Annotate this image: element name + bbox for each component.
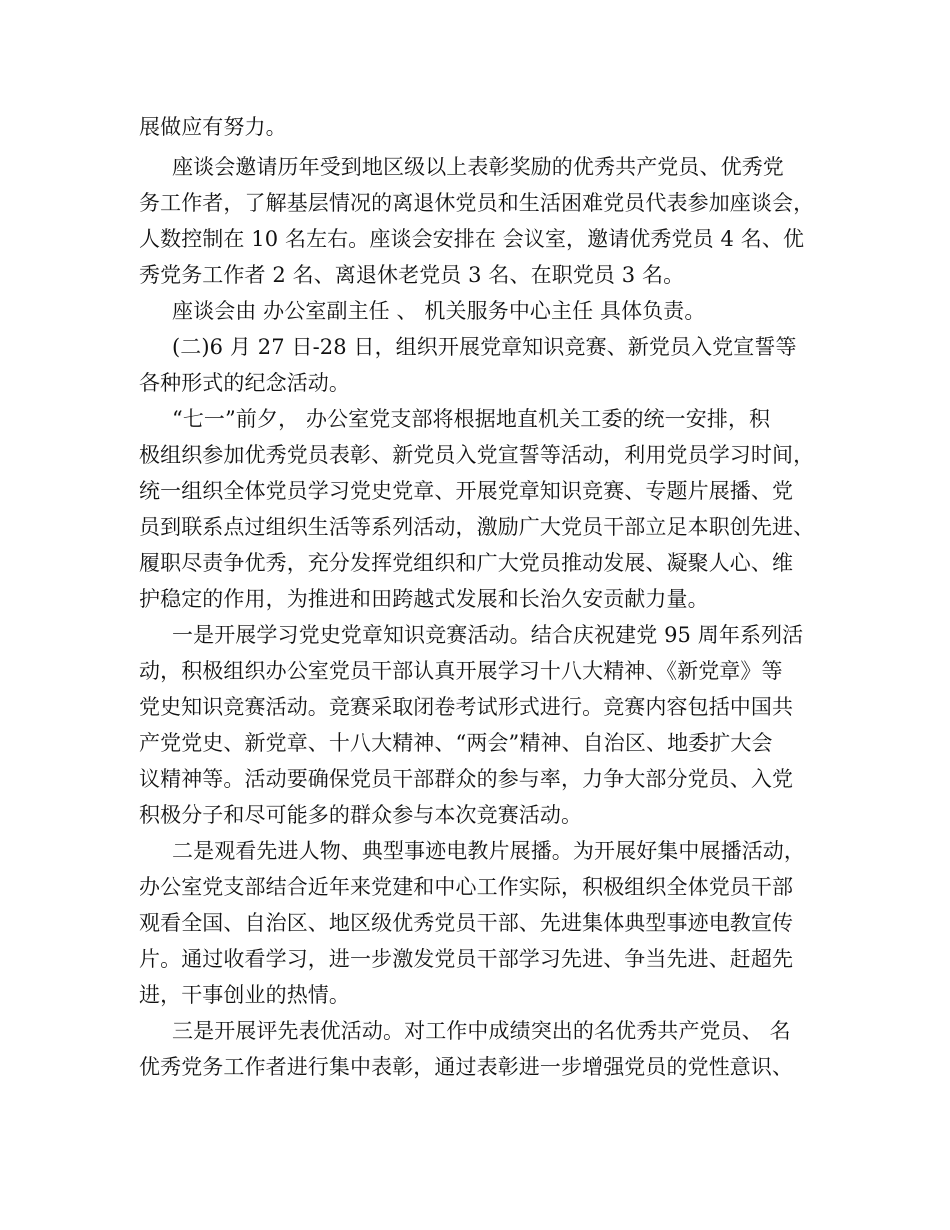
text-line: 办公室党支部结合近年来党建和中心工作实际，积极组织全体党员干部: [139, 875, 794, 899]
text-line: 议精神等。活动要确保党员干部群众的参与率，力争大部分党员、入党: [139, 767, 794, 791]
text-line: 动，积极组织办公室党员干部认真开展学习十八大精神、《新党章》等: [139, 659, 783, 683]
text-line: 优秀党务工作者进行集中表彰，通过表彰进一步增强党员的党性意识、: [139, 1055, 794, 1079]
text-line: 履职尽责争优秀，充分发挥党组织和广大党员推动发展、凝聚人心、维: [139, 551, 794, 575]
text-line: 护稳定的作用，为推进和田跨越式发展和长治久安贡献力量。: [139, 587, 709, 611]
text-line: 统一组织全体党员学习党史党章、开展党章知识竞赛、专题片展播、党: [139, 479, 794, 503]
text-line: 人数控制在 10 名左右。座谈会安排在 会议室，邀请优秀党员 4 名、优: [139, 227, 805, 251]
text-line: 座谈会由 办公室副主任 、 机关服务中心主任 具体负责。: [172, 299, 706, 323]
text-line: 产党党史、新党章、十八大精神、“两会”精神、自治区、地委扩大会: [139, 731, 773, 755]
text-line: 积极分子和尽可能多的群众参与本次竞赛活动。: [139, 803, 583, 827]
text-line: 务工作者，了解基层情况的离退休党员和生活困难党员代表参加座谈会，: [139, 191, 815, 215]
text-line: 党史知识竞赛活动。竞赛采取闭卷考试形式进行。竞赛内容包括中国共: [139, 695, 794, 719]
text-line: (二)6 月 27 日-28 日，组织开展党章知识竞赛、新党员入党宣誓等: [172, 335, 797, 359]
text-line: “七一”前夕， 办公室党支部将根据地直机关工委的统一安排，积: [172, 407, 771, 431]
text-line: 进，干事创业的热情。: [139, 983, 350, 1007]
text-line: 观看全国、自治区、地区级优秀党员干部、先进集体典型事迹电教宣传: [139, 911, 794, 935]
text-line: 员到联系点过组织生活等系列活动，激励广大党员干部立足本职创先进、: [139, 515, 815, 539]
text-line: 秀党务工作者 2 名、离退休老党员 3 名、在职党员 3 名。: [139, 263, 685, 287]
text-line: 各种形式的纪念活动。: [139, 371, 350, 395]
text-line: 极组织参加优秀党员表彰、新党员入党宣誓等活动，利用党员学习时间，: [139, 443, 815, 467]
text-line: 座谈会邀请历年受到地区级以上表彰奖励的优秀共产党员、优秀党: [172, 155, 784, 179]
text-line: 片。通过收看学习，进一步激发党员干部学习先进、争当先进、赶超先: [139, 947, 794, 971]
text-line: 展做应有努力。: [139, 115, 287, 139]
text-line: 三是开展评先表优活动。对工作中成绩突出的名优秀共产党员、 名: [172, 1019, 791, 1043]
text-line: 一是开展学习党史党章知识竞赛活动。结合庆祝建党 95 周年系列活: [172, 623, 804, 647]
text-line: 二是观看先进人物、典型事迹电教片展播。为开展好集中展播活动，: [172, 839, 805, 863]
